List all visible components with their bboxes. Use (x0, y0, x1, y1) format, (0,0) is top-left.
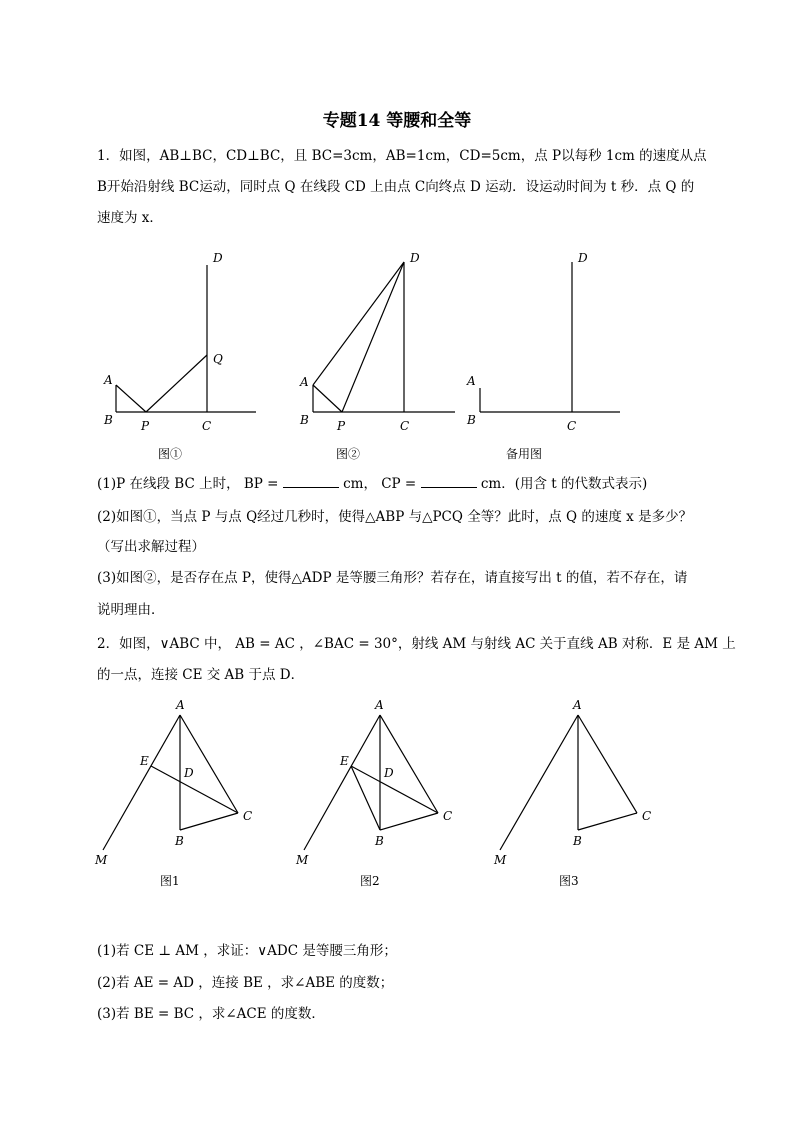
answer-blank-bp[interactable] (283, 474, 339, 488)
fig2-line-pd (342, 262, 404, 412)
q1-sub-2b: （写出求解过程） (97, 539, 205, 555)
q2-sub-3: (3)若 BE = BC ，求∠ACE 的度数． (97, 1006, 325, 1022)
fig3-caption: 备用图 (506, 447, 543, 461)
q2-fig3-label-c: C (642, 809, 652, 823)
q1-line-2: B开始沿射线 BC运动，同时点 Q 在线段 CD 上由点 C向终点 D 运动．设运动时间为 t 秒．点 Q 的 (97, 179, 695, 195)
answer-blank-cp[interactable] (421, 474, 477, 488)
fig1-line-ac (180, 715, 238, 813)
fig1-label-q: Q (213, 352, 223, 366)
q2-fig1-caption: 图1 (160, 874, 180, 888)
q1-sub1-part-c: cm．(用含 t 的代数式表示) (480, 476, 648, 492)
q2-fig1-label-e: E (140, 754, 149, 768)
q1-sub-1 (97, 474, 647, 494)
fig3-label-c: C (567, 419, 577, 433)
fig1-label-d: D (213, 251, 223, 265)
fig1-line-pq (146, 355, 207, 412)
fig2-line-bc (380, 813, 438, 830)
fig1-caption: 图① (158, 447, 183, 461)
fig2-label-d: D (410, 251, 420, 265)
q1-sub1-part-a: (1)P 在线段 BC 上时， BP = (97, 476, 279, 492)
q1-line-1: 1．如图，AB⊥BC，CD⊥BC，且 BC=3cm，AB=1cm，CD=5cm，点 P以每秒 1cm 的速度从点 (97, 148, 707, 164)
q2-fig2-label-e: E (340, 754, 349, 768)
fig2-label-a: A (300, 375, 309, 389)
fig1-label-c: C (202, 419, 212, 433)
fig1-line-ec (151, 766, 238, 813)
fig3-label-a: A (467, 374, 476, 388)
q2-sub-1: (1)若 CE ⊥ AM ，求证：∨ADC 是等腰三角形； (97, 943, 397, 959)
fig2-line-be (351, 766, 380, 830)
q2-fig3-caption: 图3 (559, 874, 579, 888)
fig3-ray-am (500, 715, 578, 850)
q2-line-1: 2．如图，∨ABC 中， AB = AC ，∠BAC = 30°，射线 AM 与射线 AC 关于直线 AB 对称．E 是 AM 上 (97, 636, 736, 652)
q2-fig2-label-m: M (296, 853, 309, 867)
fig3-label-b: B (467, 413, 476, 427)
q2-fig2-caption: 图2 (360, 874, 380, 888)
q2-fig3-label-b: B (573, 834, 582, 848)
q2-fig2-label-d: D (384, 766, 394, 780)
q2-fig2-label-c: C (443, 809, 453, 823)
q2-fig1-label-c: C (243, 809, 253, 823)
fig1-ray-am (103, 715, 180, 850)
q2-fig2-label-a: A (375, 698, 384, 712)
fig3-label-d: D (578, 251, 588, 265)
q2-fig3-label-m: M (494, 853, 507, 867)
q1-sub-3a: (3)如图②，是否存在点 P，使得△ADP 是等腰三角形？若存在，请直接写出 t 的值，若不存在，请 (97, 570, 688, 586)
fig1-label-p: P (141, 419, 150, 433)
fig2-label-p: P (337, 419, 346, 433)
q1-line-3: 速度为 x． (97, 210, 163, 226)
q2-fig1-label-a: A (176, 698, 185, 712)
fig2-line-ad (313, 262, 404, 385)
q2-fig2-label-b: B (375, 834, 384, 848)
q1-sub1-part-b: cm， CP = (343, 476, 417, 492)
fig2-line-ac (380, 715, 438, 813)
q1-sub-3b: 说明理由． (97, 602, 165, 618)
fig1-line-ap (116, 385, 146, 412)
fig2-line-ap (313, 385, 342, 412)
fig2-label-c: C (400, 419, 410, 433)
fig3-line-bc (578, 813, 637, 830)
fig2-label-b: B (300, 413, 309, 427)
fig3-line-ac (578, 715, 637, 813)
fig1-label-a: A (104, 373, 113, 387)
fig1-label-b: B (104, 413, 113, 427)
q2-line-2: 的一点，连接 CE 交 AB 于点 D． (97, 667, 305, 683)
q2-fig1-label-m: M (95, 853, 108, 867)
fig2-ray-am (304, 715, 380, 850)
fig2-line-ec (351, 766, 438, 813)
fig2-caption: 图② (336, 447, 361, 461)
q2-fig3-label-a: A (573, 698, 582, 712)
q2-fig1-label-d: D (184, 766, 194, 780)
fig1-line-bc (180, 813, 238, 830)
q2-sub-2: (2)若 AE = AD ，连接 BE ，求∠ABE 的度数； (97, 975, 394, 991)
q2-fig1-label-b: B (175, 834, 184, 848)
q1-sub-2a: (2)如图①，当点 P 与点 Q经过几秒时，使得△ABP 与△PCQ 全等？此时，点 Q 的速度 x 是多少？ (97, 509, 693, 525)
page-title: 专题14 等腰和全等 (322, 111, 472, 131)
